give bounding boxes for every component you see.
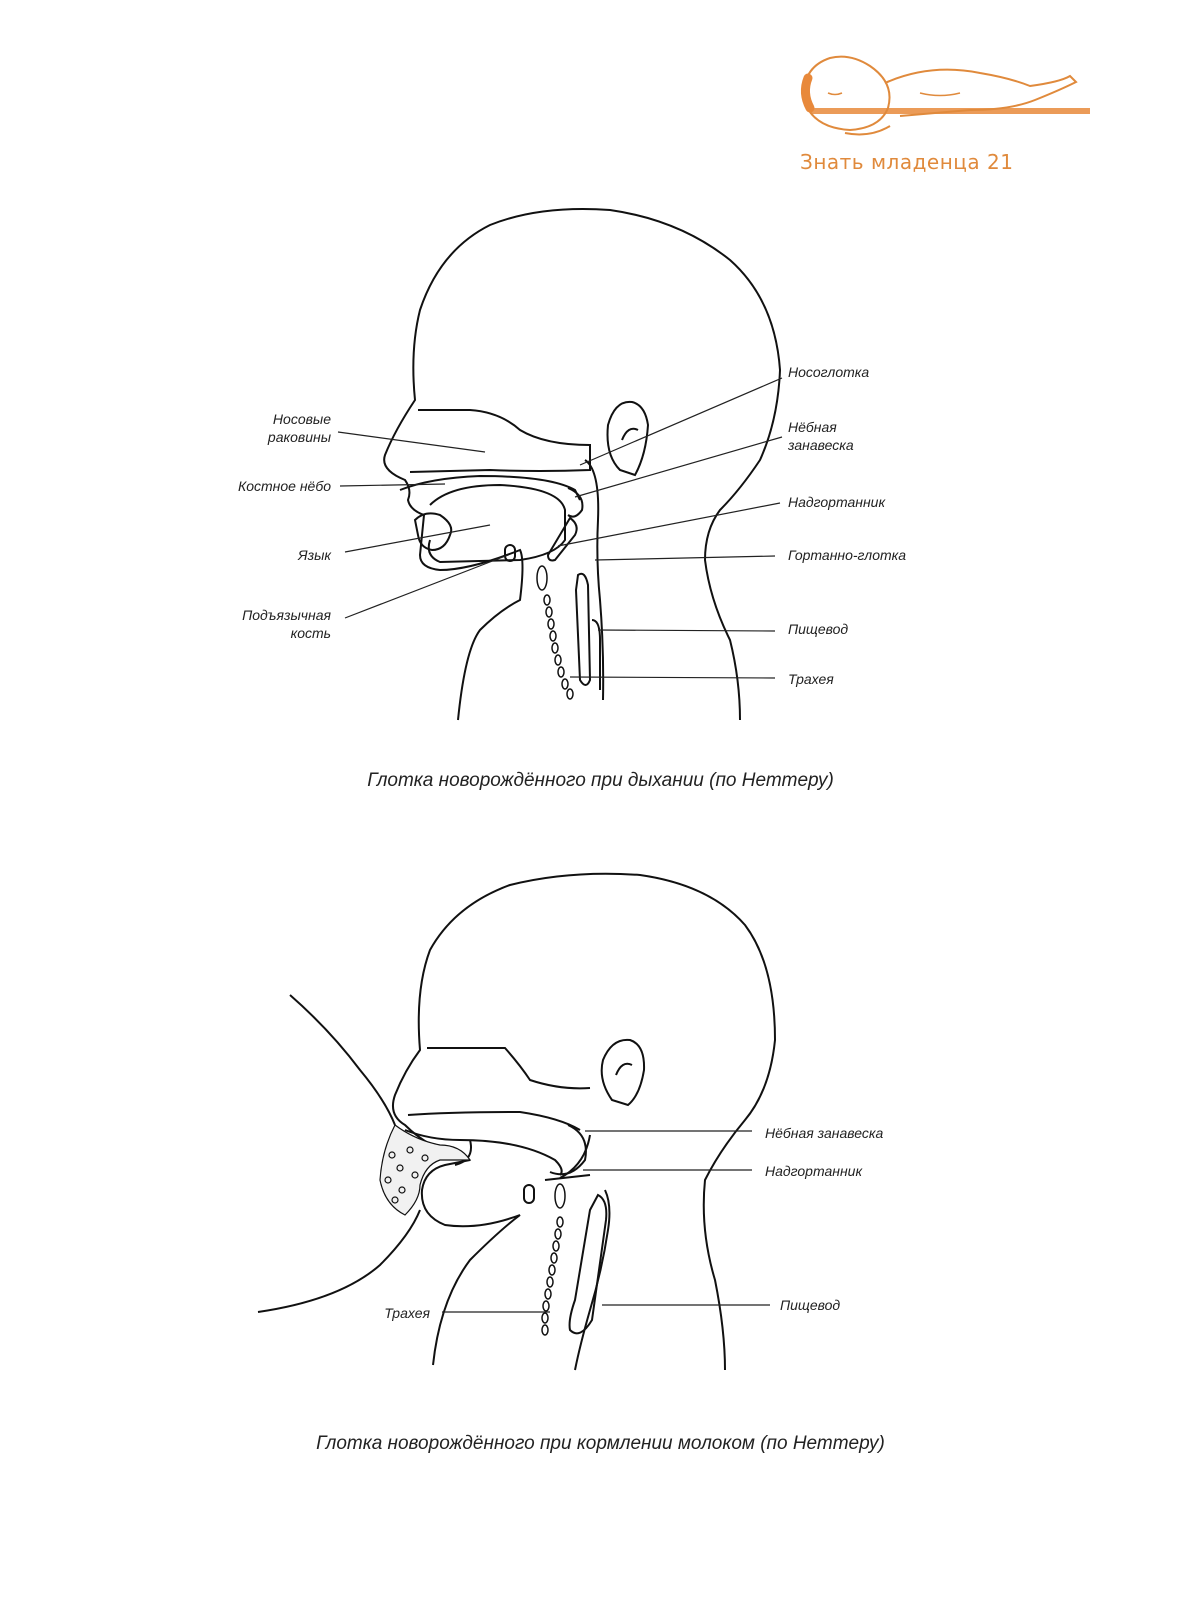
leader-nasopharynx xyxy=(580,378,782,465)
label-trachea: Трахея xyxy=(788,671,834,687)
hyoid xyxy=(524,1185,534,1203)
ear xyxy=(602,1040,644,1105)
label-tongue: Язык xyxy=(298,547,331,563)
label-nasal-conchae-1: Носовые xyxy=(272,411,331,427)
trachea-rings xyxy=(537,566,573,699)
label-laryngopharynx: Гортанно-глотка xyxy=(788,547,907,563)
soft-palate xyxy=(550,1125,586,1174)
label-epiglottis: Надгортанник xyxy=(765,1163,863,1179)
esophagus-tube xyxy=(570,1195,607,1333)
soft-palate xyxy=(568,488,582,517)
nasal-cavity xyxy=(427,1048,590,1088)
label-hard-palate: Костное нёбо xyxy=(237,478,331,494)
diagram-feeding xyxy=(0,840,1201,1400)
label-esophagus: Пищевод xyxy=(780,1297,841,1313)
label-soft-palate-2: занавеска xyxy=(788,437,854,453)
label-soft-palate: Нёбная занавеска xyxy=(765,1125,884,1141)
leader-soft-palate xyxy=(575,437,782,497)
nasal-cavity xyxy=(410,410,590,472)
label-epiglottis: Надгортанник xyxy=(788,494,886,510)
leader-epiglottis xyxy=(558,503,780,546)
label-hyoid-2: кость xyxy=(290,625,331,641)
leader-nasal-conchae xyxy=(338,432,485,452)
esophagus-tube xyxy=(576,574,590,685)
label-hyoid-1: Подъязычная xyxy=(242,607,331,623)
pharynx-wall xyxy=(575,1190,609,1370)
leader-laryngopharynx xyxy=(595,556,775,560)
leader-hard-palate xyxy=(340,484,445,486)
epiglottis xyxy=(545,1175,590,1180)
label-trachea: Трахея xyxy=(384,1305,430,1321)
leader-hyoid xyxy=(345,555,508,618)
label-soft-palate-1: Нёбная xyxy=(788,419,837,435)
epiglottis xyxy=(548,518,577,560)
caption-feeding: Глотка новорождённого при кормлении молоком (по Неттеру) xyxy=(316,1433,885,1454)
book-title: Знать младенца 21 xyxy=(800,150,1014,174)
breast-outline xyxy=(290,995,395,1125)
head-outline xyxy=(393,874,775,1370)
leader-esophagus xyxy=(598,630,775,631)
label-esophagus: Пищевод xyxy=(788,621,849,637)
label-nasopharynx: Носоглотка xyxy=(788,364,870,380)
nipple-milk xyxy=(380,1125,470,1215)
label-nasal-conchae-2: раковины xyxy=(267,429,331,445)
caption-breathing: Глотка новорождённого при дыхании (по Неттеру) xyxy=(367,770,834,791)
diagram-breathing xyxy=(0,0,1201,760)
